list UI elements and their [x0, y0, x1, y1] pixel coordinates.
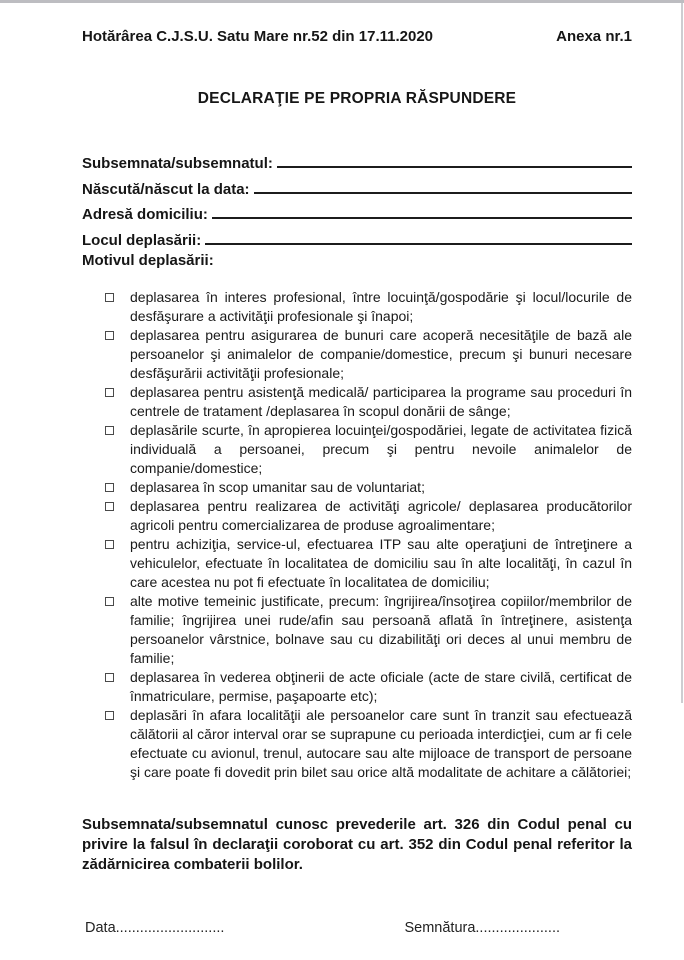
field-label-destination: Locul deplasării:	[82, 231, 202, 249]
reason-item-short-trips	[82, 421, 632, 478]
scan-edge-artifact	[681, 3, 683, 703]
annex-reference: Anexa nr.1	[556, 28, 632, 45]
reason-item-vehicle-service	[82, 535, 632, 592]
document-title: DECLARAŢIE PE PROPRIA RĂSPUNDERE	[197, 90, 517, 107]
field-label-travel-reason: Motivul deplasării:	[82, 252, 214, 269]
signature-row	[82, 920, 632, 936]
field-row-birthdate	[82, 176, 632, 202]
field-label-birthdate: Născută/născut la data:	[82, 180, 250, 198]
checkbox-icon[interactable]	[105, 293, 114, 302]
reason-item-humanitarian	[82, 478, 632, 497]
field-row-travel-reason	[82, 252, 632, 278]
date-label: Data...........................	[85, 919, 225, 936]
reason-item-goods	[82, 326, 632, 383]
field-label-declarant: Subsemnata/subsemnatul:	[82, 155, 273, 172]
reason-item-official-documents	[82, 668, 632, 706]
field-label-address: Adresă domiciliu:	[82, 206, 208, 223]
checkbox-icon[interactable]	[105, 540, 114, 549]
field-blank-birthdate[interactable]	[254, 176, 632, 194]
checkbox-icon[interactable]	[105, 711, 114, 720]
reason-text: deplasări în afara localităţii ale persoanelor care sunt în tranzit sau efectuează călătorii al căror interval orar se suprapune cu perioada interdicţiei, cum ar fi cele efectuate cu avionul, trenul, autocare sau alte mijloace de transport de persoane şi care poate fi dovedit prin bilet sau orice altă modalitate de achitare a călătoriei;	[130, 706, 632, 780]
field-blank-destination[interactable]	[205, 227, 632, 245]
declaration-document	[0, 3, 684, 936]
reason-text: deplasarea pentru realizarea de activităţi agricole/ deplasarea producătorilor agricoli pentru comercializarea de produse agroalimentare;	[130, 497, 632, 533]
reason-text: deplasarea în scop umanitar sau de voluntariat;	[130, 478, 425, 495]
field-blank-declarant[interactable]	[277, 150, 632, 168]
checkbox-icon[interactable]	[105, 502, 114, 511]
reason-text: alte motive temeinic justificate, precum: îngrijirea/însoţirea copiilor/membrilor de familie; îngrijirea unei rude/afin sau persoană aflată în întreţinere, asistenţa persoanelor vârstnice, bolnave sau cu dizabilităţi ori deces al unui membru de familie;	[130, 592, 632, 666]
reason-text: pentru achiziţia, service-ul, efectuarea ITP sau alte operaţiuni de întreţinere a vehiculelor, efectuate în localitatea de domiciliu sau în alte localităţi, în cazul în care acestea nu pot fi efectuate în localitatea de domiciliu;	[130, 535, 632, 590]
field-blank-address[interactable]	[212, 201, 632, 219]
reason-text: deplasarea în interes profesional, între locuinţă/gospodărie şi locul/locurile de desfăşurare a activităţii profesionale şi înapoi;	[130, 288, 632, 324]
reason-text: deplasarea pentru asistenţă medicală/ participarea la programe sau proceduri în centrele de tratament /deplasarea în scopul donării de sânge;	[130, 383, 632, 419]
checkbox-icon[interactable]	[105, 388, 114, 397]
checkbox-icon[interactable]	[105, 331, 114, 340]
checkbox-icon[interactable]	[105, 673, 114, 682]
reasons-list	[82, 288, 632, 782]
checkbox-icon[interactable]	[105, 483, 114, 492]
signature-label: Semnătura.....................	[404, 919, 560, 936]
reason-item-agriculture	[82, 497, 632, 535]
field-row-declarant	[82, 150, 632, 176]
field-row-address	[82, 201, 632, 227]
field-row-destination	[82, 227, 632, 253]
reason-item-transit	[82, 706, 632, 782]
reason-item-medical	[82, 383, 632, 421]
reason-item-professional	[82, 288, 632, 326]
document-header	[82, 28, 632, 46]
checkbox-icon[interactable]	[105, 597, 114, 606]
reason-text: deplasările scurte, în apropierea locuinţei/gospodăriei, legate de activitatea fizică individuală a persoanei, precum şi pentru nevoile animalelor de companie/domestice;	[130, 421, 632, 476]
reason-text: deplasarea în vederea obţinerii de acte oficiale (acte de stare civilă, certificat de înmatriculare, permise, paşapoarte etc);	[130, 668, 632, 704]
legal-notice: Subsemnata/subsemnatul cunosc prevederile art. 326 din Codul penal cu privire la falsul în declaraţii coroborat cu art. 352 din Codul penal referitor la zădărnicirea combaterii bolilor.	[82, 815, 632, 873]
reason-text: deplasarea pentru asigurarea de bunuri care acoperă necesităţile de bază ale persoanelor şi animalelor de companie/domestice, precum şi bunuri necesare desfăşurării activităţii profesionale;	[130, 326, 632, 381]
decision-reference: Hotărârea C.J.S.U. Satu Mare nr.52 din 17.11.2020	[82, 28, 434, 45]
checkbox-icon[interactable]	[105, 426, 114, 435]
reason-item-other-justified	[82, 592, 632, 668]
form-fields	[82, 150, 632, 278]
